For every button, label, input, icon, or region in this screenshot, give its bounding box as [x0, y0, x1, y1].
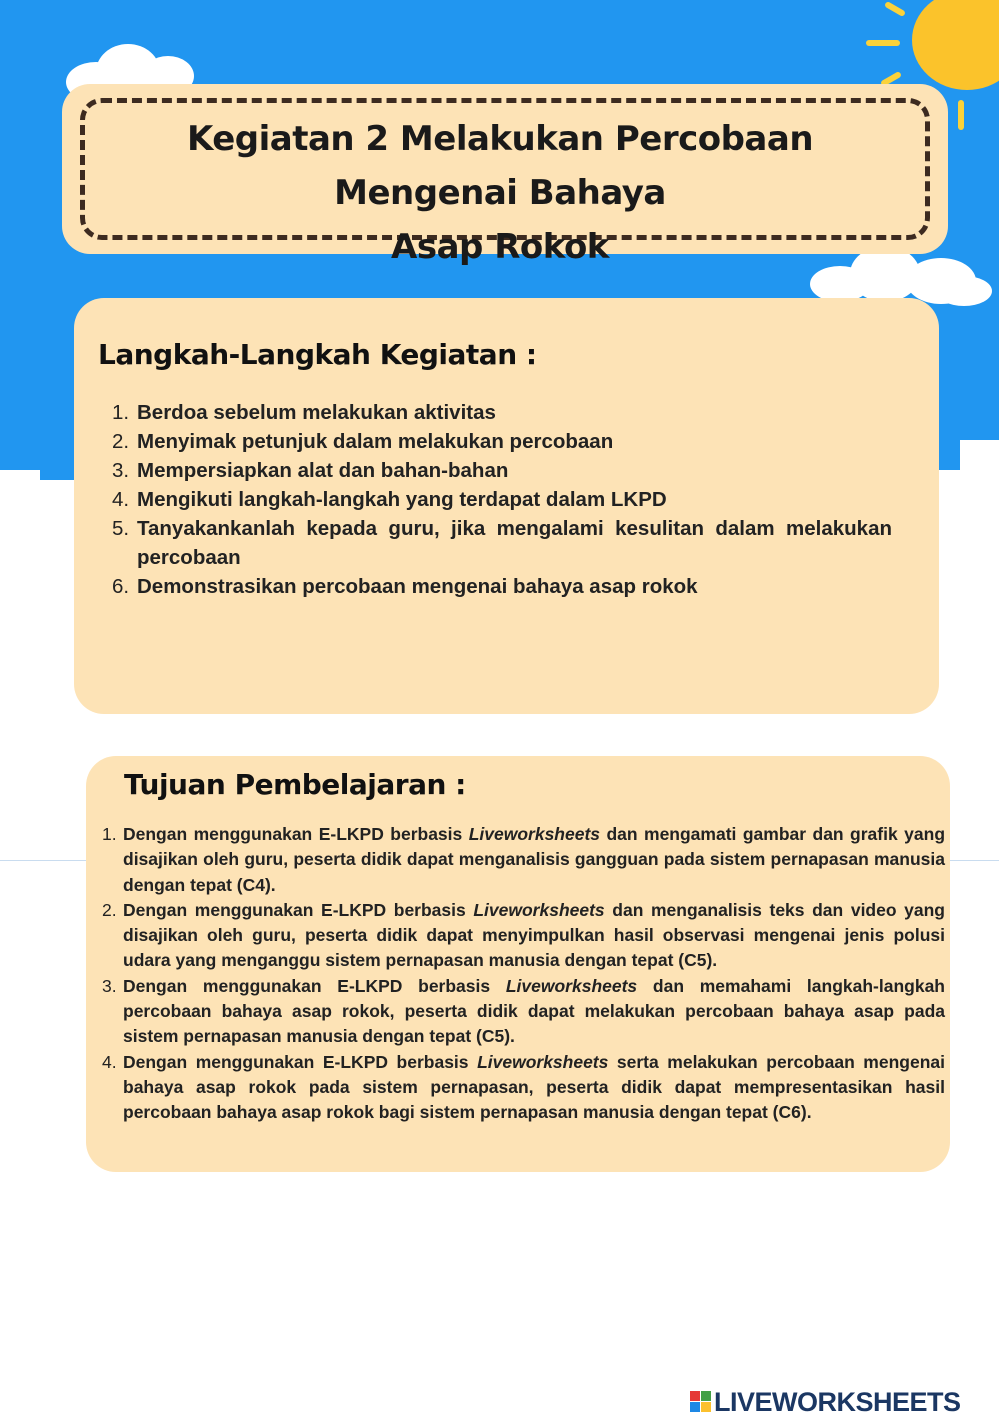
goal-text-post: dan mengamati gambar dan grafik yang disajikan oleh guru, peserta didik dapat menganalisis gangguan pada sistem pernapasan manusia dengan tepat (C4).: [123, 824, 946, 895]
liveworksheets-logo-icon: [690, 1391, 712, 1413]
logo-text: LIVEWORKSHEETS: [714, 1386, 961, 1417]
title-line-2: Asap Rokok: [391, 227, 609, 267]
list-text: Menyimak petunjuk dalam melakukan percobaan: [137, 430, 614, 453]
list-number: 3.: [112, 459, 130, 482]
goal-text-pre: Dengan menggunakan E-LKPD berbasis: [123, 824, 469, 844]
list-item: [102, 898, 945, 974]
list-number: 3.: [102, 975, 117, 996]
list-number: 4.: [102, 1051, 117, 1072]
page-title: [95, 112, 905, 274]
list-item: [112, 572, 892, 601]
steps-list: [112, 398, 892, 601]
list-number: 4.: [112, 488, 130, 511]
list-item: [112, 427, 892, 456]
sun-ray: [866, 40, 900, 46]
list-text: Tanyakankanlah kepada guru, jika mengalami kesulitan dalam melakukan percobaan: [137, 517, 892, 569]
goal-text-emphasis: Liveworksheets: [468, 824, 601, 844]
goal-text-post: dan memahami langkah-langkah percobaan bahaya asap rokok, peserta didik dapat melakukan percobaan bahaya asap pada sistem pernapasan manusia dengan tepat (C5).: [123, 975, 945, 1047]
goal-text-emphasis: Liveworksheets: [477, 1051, 609, 1072]
list-text: Mengikuti langkah-langkah yang terdapat dalam LKPD: [137, 488, 667, 511]
sun-ray: [958, 100, 964, 130]
goal-text-post: dan menganalisis teks dan video yang disajikan oleh guru, peserta didik dapat menyimpulkan hasil observasi mengenai jenis polusi udara yang menganggu sistem pernapasan manusia dengan tepat (C5).: [123, 899, 945, 971]
logo-square: [690, 1402, 700, 1412]
goal-text-post: serta melakukan percobaan mengenai bahaya asap rokok pada sistem pernapasan, peserta didik dapat mempresentasikan hasil percobaan bahaya asap rokok bagi sistem pernapasan manusia dengan tepat (C6).: [123, 1051, 945, 1123]
list-number: 5.: [112, 517, 130, 540]
list-text: Berdoa sebelum melakukan aktivitas: [137, 401, 496, 424]
logo-square: [701, 1391, 711, 1401]
logo-square: [701, 1402, 711, 1412]
list-item: [102, 1050, 945, 1126]
liveworksheets-logo[interactable]: [690, 1385, 961, 1419]
goal-text-emphasis: Liveworksheets: [505, 975, 638, 996]
logo-square: [690, 1391, 700, 1401]
list-number: 1.: [112, 401, 130, 424]
goal-text-pre: Dengan menggunakan E-LKPD berbasis: [123, 1051, 478, 1072]
list-item: [102, 974, 945, 1050]
goals-list: [102, 822, 945, 1126]
list-item: [112, 514, 892, 572]
list-text: Mempersiapkan alat dan bahan-bahan: [137, 459, 509, 482]
list-number: 2.: [112, 430, 130, 453]
list-number: 6.: [112, 575, 130, 598]
goal-text-pre: Dengan menggunakan E-LKPD berbasis: [123, 899, 474, 920]
list-number: 2.: [102, 899, 117, 920]
list-item: [102, 822, 945, 898]
list-item: [112, 456, 892, 485]
goals-heading: Tujuan Pembelajaran :: [124, 768, 466, 801]
list-item: [112, 485, 892, 514]
steps-heading: Langkah-Langkah Kegiatan :: [98, 338, 537, 371]
goal-text-emphasis: Liveworksheets: [473, 899, 605, 920]
list-item: [112, 398, 892, 427]
list-number: 1.: [102, 824, 117, 844]
title-line-1: Kegiatan 2 Melakukan Percobaan Mengenai Bahaya: [186, 119, 814, 213]
list-text: Demonstrasikan percobaan mengenai bahaya asap rokok: [137, 575, 698, 598]
goal-text-pre: Dengan menggunakan E-LKPD berbasis: [123, 975, 506, 996]
